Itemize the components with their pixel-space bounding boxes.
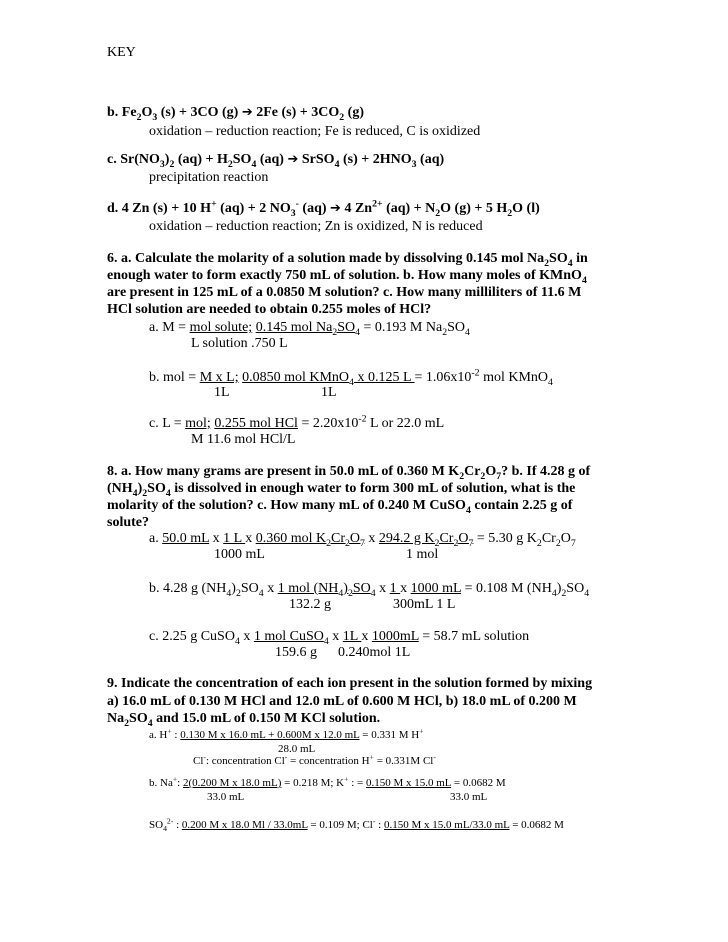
q-text: 6. a. Calculate the molarity of a solution made by dissolving 0.145 mol Na [107, 251, 545, 266]
ans-sub: 4 [338, 587, 344, 599]
eq-part: (aq) + H [174, 152, 228, 167]
answer-8b-denominator: 132.2 g [289, 597, 331, 612]
q-text: SO [129, 711, 148, 726]
q-text: (NH [107, 481, 133, 496]
eq-part: O (l) [512, 201, 540, 216]
ans-numerator: 50.0 mL [162, 531, 210, 546]
eq-sub: 2 [435, 207, 441, 219]
answer-6a-denominator: L solution .750 L [191, 336, 288, 351]
ans-sub: 7 [360, 537, 365, 549]
answer-9b-denominator: 33.0 mL [450, 791, 488, 803]
ans-text: x [400, 581, 411, 596]
answer-6c-denominator: M 11.6 mol HCl/L [191, 432, 296, 447]
ans-text: x [328, 629, 343, 644]
ans-text: : concentration Cl [205, 755, 285, 767]
ans-sub: 2 [453, 537, 459, 549]
ans-text: 0.360 mol K [255, 531, 327, 546]
eq-sub: 2 [227, 158, 233, 170]
eq-sub: 2 [169, 158, 175, 170]
ans-text: 294.2 g K [378, 531, 435, 546]
ans-text: Cr [541, 531, 556, 546]
question-8-line [107, 481, 575, 497]
ans-text: x [209, 531, 224, 546]
ans-sub: 7 [468, 537, 474, 549]
ans-numerator: 0.200 M x 18.0 Ml / 33.0mL [181, 819, 308, 831]
ans-text: : = [348, 777, 366, 789]
ans-text: : [375, 819, 384, 831]
q-text: enough water to form exactly 750 mL of solution. b. How many moles of KMnO [107, 268, 582, 283]
answer-8b [149, 581, 589, 597]
eq-label: b. [107, 105, 122, 120]
q-text: molarity of the solution? c. How many mL of 0.240 M CuSO [107, 498, 466, 513]
ans-text: b. Na [149, 777, 173, 789]
ans-numerator: 0.150 M x 15.0 mL [365, 777, 452, 789]
ans-sub: 4 [465, 326, 470, 338]
eq-sub: 3 [290, 207, 296, 219]
q-sub: 4 [567, 257, 573, 269]
ans-sub: 2 [347, 587, 353, 599]
ans-numerator [253, 629, 329, 647]
eq-part: (aq) + N [382, 201, 436, 216]
ans-text: = 0.0682 M [509, 819, 564, 831]
ans-text: O [560, 531, 571, 546]
eq-part: (s) + 2HNO [339, 152, 412, 167]
ans-numerator: 0.130 M x 16.0 mL + 0.600M x 12.0 mL [180, 729, 360, 741]
ans-text: Cr [439, 531, 454, 546]
eq-part: SrSO [298, 152, 335, 167]
eq-sub: 3 [159, 158, 165, 170]
eq-part: 2Fe (s) + 3CO [252, 105, 340, 120]
eq-sub: 4 [334, 158, 340, 170]
reaction-arrow-icon: ➔ [287, 152, 299, 167]
ans-text: x 0.125 L [353, 370, 415, 385]
ans-text: c. L = [149, 416, 186, 431]
ans-text: 1 mol CuSO [253, 629, 324, 644]
ans-sub: 2 [561, 587, 567, 599]
q-text: is dissolved in enough water to form 300 mL of solution, what is the [170, 481, 576, 496]
ans-numerator: 1 L [223, 531, 246, 546]
eq-sub: 4 [251, 158, 257, 170]
ans-numerator: mol solute; [189, 320, 253, 335]
ans-sup: + [344, 774, 349, 784]
eq-part: (aq) [256, 152, 288, 167]
question-8-line [107, 464, 590, 480]
ans-numerator: 1000mL [371, 629, 419, 644]
ans-sub: 2 [326, 537, 331, 549]
question-6-line: are present in 125 mL of a 0.0850 M solution? c. How many milliliters of 11.6 M [107, 285, 582, 300]
ans-sup: -2 [471, 367, 480, 379]
answer-6b [149, 367, 553, 388]
ans-sub: 2 [235, 587, 241, 599]
question-9-line: 9. Indicate the concentration of each ion present in the solution formed by mixing [107, 676, 593, 691]
q-sub: 4 [132, 487, 138, 499]
q-sub: 4 [581, 274, 587, 286]
ans-text: = 2.20x10 [297, 416, 359, 431]
q-text: 8. a. How many grams are present in 50.0 mL of 0.360 M K [107, 464, 460, 479]
equation-b [107, 105, 364, 121]
ans-sub: 2 [434, 537, 440, 549]
ans-text: 0.0850 mol KMnO [242, 370, 350, 385]
ans-numerator: 1 [389, 581, 401, 596]
ans-sub: 4 [349, 376, 354, 388]
ans-sub: 2 [555, 537, 561, 549]
ans-numerator [242, 370, 415, 388]
q-sub: 2 [142, 487, 148, 499]
ans-text: SO [447, 320, 465, 335]
answer-6a [149, 320, 470, 336]
answer-8c-denominator: 0.240mol 1L [338, 645, 411, 660]
ans-text: = 1.06x10 [414, 370, 472, 385]
reaction-arrow-icon: ➔ [330, 201, 341, 216]
ans-sub: 2 [332, 326, 338, 338]
ans-text: : [171, 729, 181, 741]
q-text: in [572, 251, 588, 266]
q-sub: 2 [459, 470, 465, 482]
eq-sup: 2+ [372, 198, 383, 210]
eq-part: (g) [344, 105, 364, 120]
ans-numerator [255, 320, 361, 338]
answer-9b-denominator: 33.0 mL [207, 791, 245, 803]
ans-numerator: M x L; [199, 370, 239, 385]
ans-numerator [277, 581, 376, 599]
ans-text: SO [337, 320, 356, 335]
ans-sup: - [284, 752, 288, 762]
answer-6b-denominator: 1L [214, 385, 230, 400]
ans-text: = 0.108 M (NH [461, 581, 552, 596]
ans-sup: + [419, 726, 424, 736]
ans-sup: + [172, 774, 178, 784]
ans-sub: 4 [226, 587, 232, 599]
ans-numerator [378, 531, 474, 549]
question-6-line [107, 268, 587, 284]
ans-text: ) [343, 581, 348, 596]
question-9-line [107, 711, 380, 727]
answer-8a [149, 531, 576, 547]
ans-text: 1 mol (NH [277, 581, 339, 596]
eq-sub: 2 [339, 111, 345, 123]
ans-text: Cr [330, 531, 345, 546]
q-text: SO [549, 251, 568, 266]
ans-numerator: 0.150 M x 15.0 mL/33.0 mL [383, 819, 510, 831]
answer-9a-chloride [193, 753, 436, 769]
ans-numerator: mol; [185, 416, 211, 431]
eq-sub: 2 [507, 207, 513, 219]
eq-sub: 3 [152, 111, 158, 123]
ans-text: b. 4.28 g (NH [149, 581, 227, 596]
equation-c-description: precipitation reaction [149, 170, 269, 185]
ans-text: SO [352, 581, 371, 596]
question-8-line [107, 498, 572, 514]
q-text: ) [137, 481, 143, 496]
ans-sub: 4 [234, 635, 240, 647]
ans-text: : [173, 819, 182, 831]
eq-label: d. [107, 201, 122, 216]
eq-part: (aq) [416, 152, 445, 167]
ans-text: x [239, 629, 254, 644]
equation-b-description: oxidation – reduction reaction; Fe is reduced, C is oxidized [149, 124, 481, 139]
ans-sup: -2 [358, 413, 367, 425]
q-text: Cr [464, 464, 481, 479]
ans-text: SO [566, 581, 585, 596]
ans-text: x [375, 581, 390, 596]
ans-sub: 4 [551, 587, 557, 599]
q-sub: 4 [465, 504, 471, 516]
ans-sub: 4 [355, 326, 361, 338]
answer-8a-denominator: 1 mol [406, 547, 439, 562]
ans-text: a. M = [149, 320, 190, 335]
ans-sub: 2 [344, 537, 350, 549]
ans-text: : [177, 777, 183, 789]
question-8-line: solute? [107, 515, 149, 530]
question-9-line: a) 16.0 mL of 0.130 M HCl and 12.0 mL of 0.600 M HCl, b) 18.0 mL of 0.200 M [107, 694, 577, 709]
ans-text: = 58.7 mL solution [418, 629, 530, 644]
ans-numerator [255, 531, 365, 549]
q-sub: 2 [124, 717, 130, 729]
answer-8a-denominator: 1000 mL [214, 547, 265, 562]
eq-part: 4 Zn (s) + 10 H [121, 201, 212, 216]
equation-d [107, 198, 540, 219]
ans-text: = 0.331 M H [359, 729, 420, 741]
ans-sub: 4 [323, 635, 329, 647]
ans-sup: - [203, 752, 206, 762]
q-text: O [485, 464, 497, 479]
ans-text: = concentration H [287, 755, 370, 767]
q-text: contain 2.25 g of [470, 498, 573, 513]
q-sub: 4 [147, 717, 153, 729]
q-text: Na [107, 711, 125, 726]
ans-text: a. [149, 531, 163, 546]
ans-text: a. H [149, 729, 168, 741]
ans-text: L or 22.0 mL [366, 416, 445, 431]
ans-text: O [349, 531, 361, 546]
ans-text: x [263, 581, 278, 596]
eq-sup: + [211, 198, 217, 210]
ans-sub: 2 [536, 537, 542, 549]
ans-numerator: 1000 mL [410, 581, 462, 596]
answer-6c [149, 413, 445, 432]
q-text: and 15.0 mL of 0.150 M KCl solution. [152, 711, 381, 726]
page-header: KEY [107, 45, 136, 60]
answer-9a-denominator: 28.0 mL [278, 743, 316, 755]
ans-text: = 0.331M Cl [373, 755, 434, 767]
ans-text: = 0.193 M Na [360, 320, 443, 335]
ans-sup: + [167, 726, 172, 736]
eq-part: 4 Zn [340, 201, 373, 216]
eq-part: SO [232, 152, 252, 167]
ans-sub: 4 [163, 824, 167, 834]
ans-sub: 2 [442, 326, 448, 338]
ans-text: = 5.30 g K [473, 531, 537, 546]
answer-8b-denominator: 300mL 1 L [393, 597, 456, 612]
equation-c [107, 152, 444, 168]
eq-sub: 2 [136, 111, 142, 123]
ans-text: SO [149, 819, 164, 831]
eq-part: Fe [121, 105, 137, 120]
ans-text: c. 2.25 g CuSO [149, 629, 235, 644]
ans-text: = 0.0682 M [451, 777, 506, 789]
q-sub: 7 [496, 470, 502, 482]
ans-numerator: 1L [342, 629, 362, 644]
ans-text: Cl [193, 755, 204, 767]
ans-sub: 4 [258, 587, 264, 599]
question-6-line: HCl solution are needed to obtain 0.255 moles of HCl? [107, 302, 432, 317]
ans-sup: + [369, 752, 374, 762]
reaction-arrow-icon: ➔ [241, 105, 253, 120]
ans-sup: - [372, 816, 376, 826]
ans-sub: 4 [548, 376, 553, 388]
eq-label: c. [107, 152, 121, 167]
eq-part: (aq) [298, 201, 331, 216]
ans-numerator: 2(0.200 M x 18.0 mL) [182, 777, 282, 789]
ans-text: x [364, 531, 379, 546]
ans-text: ) [556, 581, 562, 596]
eq-part: O [141, 105, 153, 120]
ans-sub: 4 [370, 587, 376, 599]
equation-d-description: oxidation – reduction reaction; Zn is oxidized, N is reduced [149, 219, 483, 234]
q-text: ? b. If 4.28 g of [501, 464, 591, 479]
q-sub: 4 [165, 487, 171, 499]
question-6-line [107, 251, 588, 267]
ans-text: SO [240, 581, 259, 596]
eq-part: Sr(NO [120, 152, 160, 167]
q-text: SO [147, 481, 166, 496]
answer-9c [149, 817, 564, 833]
ans-text: = 0.218 M; K [281, 777, 345, 789]
eq-part: O (g) + 5 H [440, 201, 508, 216]
ans-text: = 0.109 M; Cl [307, 819, 373, 831]
eq-sub: 3 [411, 158, 417, 170]
ans-sub: 7 [570, 537, 576, 549]
eq-sup: - [295, 198, 299, 210]
ans-sup: 2- [166, 816, 174, 826]
ans-sup: - [433, 752, 436, 762]
answer-6b-denominator: 1L [321, 385, 337, 400]
ans-text: mol KMnO [479, 370, 549, 385]
answer-8c [149, 629, 529, 645]
ans-text: ) [231, 581, 236, 596]
ans-numerator: 0.255 mol HCl [214, 416, 298, 431]
ans-text: 0.145 mol Na [255, 320, 333, 335]
eq-part: (aq) + 2 NO [216, 201, 291, 216]
ans-text: x [361, 629, 372, 644]
q-sub: 2 [480, 470, 486, 482]
ans-text: b. mol = [149, 370, 200, 385]
ans-text: O [458, 531, 469, 546]
eq-part: ) [164, 152, 170, 167]
eq-part: (s) + 3CO (g) [157, 105, 242, 120]
ans-sub: 4 [584, 587, 590, 599]
ans-text: x [245, 531, 256, 546]
q-sub: 2 [544, 257, 550, 269]
answer-8c-denominator: 159.6 g [275, 645, 317, 660]
